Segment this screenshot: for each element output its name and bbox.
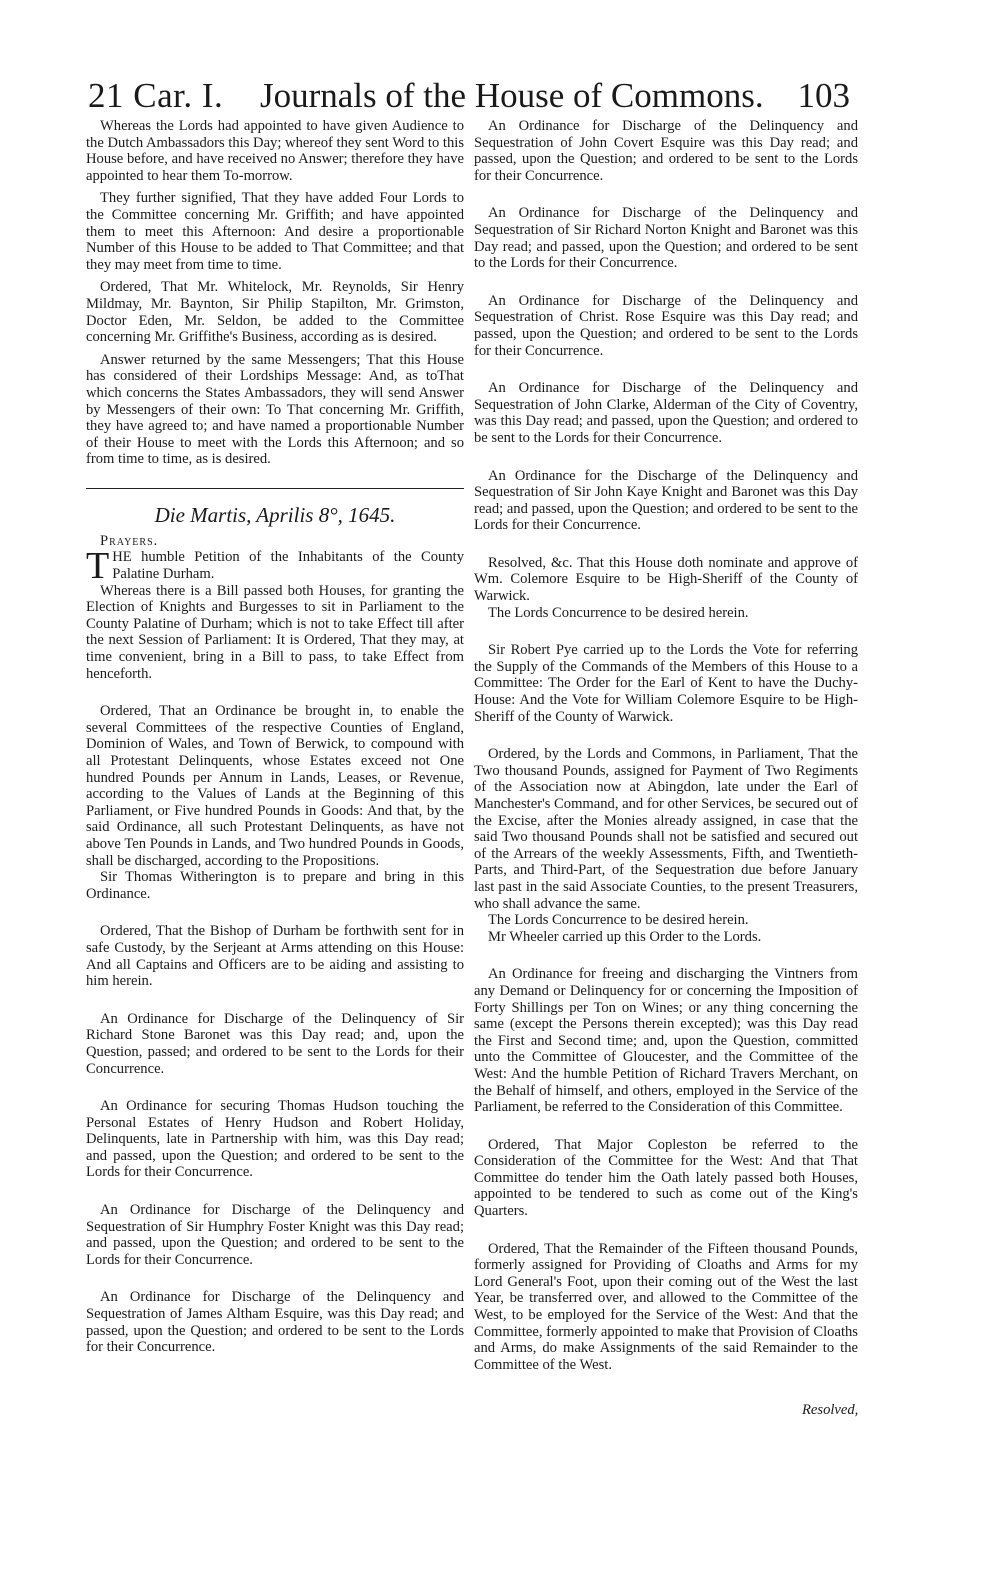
paragraph: Ordered, That Major Copleston be referred to the Consideration of the Committee for the West: And that That Committee do tender him the Oath lately passed both Houses, appointed to be tendered to such as come out of the King's Quarters.	[474, 1136, 858, 1220]
date-heading: Die Martis, Aprilis 8°, 1645.	[154, 502, 396, 527]
paragraph: An Ordinance for Discharge of the Delinquency and Sequestration of James Altham Esquire, was this Day read; and passed, upon the Question; and ordered to be sent to the Lords for their Concurrence.	[86, 1289, 464, 1356]
section-divider	[86, 488, 464, 489]
left-column	[86, 118, 464, 1356]
paragraph: An Ordinance for Discharge of the Delinquency and Sequestration of Christ. Rose Esquire was this Day read; and passed, upon the Question; and ordered to be sent to the Lords for their Concurrence.	[474, 292, 858, 359]
petition-text: HE humble Petition of the Inhabitants of the County Palatine Durham.	[112, 549, 464, 583]
paragraph: An Ordinance for Discharge of the Delinquency and Sequestration of Sir Humphry Foster Knight was this Day read; and passed, upon the Question; and ordered to be sent to the Lords for their Concurrence.	[86, 1202, 464, 1268]
page-number: 103	[797, 76, 850, 115]
paragraph: The Lords Concurrence to be desired herein.	[488, 604, 749, 621]
catchword: Resolved,	[802, 1402, 859, 1418]
paragraph: They further signified, That they have added Four Lords to the Committee concerning Mr. Griffith; and have appointed them to meet this Afternoon: And desire a proportionable Number of this House to be added to That Committee; and that they may meet from time to time.	[86, 190, 464, 273]
paragraph: Resolved, &c. That this House doth nominate and approve of Wm. Colemore Esquire to be High-Sheriff of the County of Warwick.	[474, 554, 858, 605]
paragraph: Ordered, That an Ordinance be brought in, to enable the several Committees of the respective Counties of England, Dominion of Wales, and Town of Berwick, to compound with all Protestant Delinquents, whose Estates exceed not One hundred Pounds per Annum in Lands, Leases, or Revenue, according to the Values of Lands at the Beginning of this Parliament, or Five hundred Pounds in Goods: And that, by the said Ordinance, all such Protestant Delinquents, as have not above Ten Pounds in Lands, and Two hundred Pounds in Goods, shall be discharged, according to the Propositions.	[86, 703, 464, 869]
paragraph: An Ordinance for freeing and discharging the Vintners from any Demand or Delinquency for or concerning the Imposition of Forty Shillings per Ton on Wines; or any thing concerning the same (except the Persons therein excepted); was this Day read the First and Second time; and, upon the Question, committed unto the Committee of Gloucester, and the Committee of the West: And the humble Petition of Richard Travers Merchant, on the Behalf of himself, and others, employed in the Service of the Parliament, be referred to the Consideration of this Committee.	[474, 966, 858, 1116]
paragraph: Ordered, That Mr. Whitelock, Mr. Reynolds, Sir Henry Mildmay, Mr. Baynton, Sir Philip Stapilton, Mr. Grimston, Doctor Eden, Mr. Seldon, be added to the Committee concerning Mr. Griffithe's Business, according as is desired.	[86, 279, 464, 346]
paragraph: Sir Robert Pye carried up to the Lords the Vote for referring the Supply of the Commands of the Members of this House to a Committee: The Order for the Earl of Kent to have the Duchy-House: And the Vote for William Colemore Esquire to be High-Sheriff of the County of Warwick.	[474, 642, 858, 725]
paragraph: Mr Wheeler carried up this Order to the Lords.	[488, 928, 762, 945]
paragraph: Ordered, by the Lords and Commons, in Parliament, That the Two thousand Pounds, assigned for Payment of Two Regiments of the Association now at Abingdon, late under the Earl of Manchester's Command, and for other Services, be secured out of the Excise, after the Monies already assigned, in case that the said Two thousand Pounds shall not be satisfied and secured out of the Arrears of the weekly Assessments, Fifth, and Twentieth-Parts, and Third-Part, of the Sequestration due before January last past in the said Associate Counties, to the present Treasurers, who shall advance the same.	[474, 746, 858, 912]
regnal-year: 21 Car. I.	[88, 76, 224, 115]
right-column	[474, 118, 858, 1373]
paragraph: Answer returned by the same Messengers; That this House has considered of their Lordships Message: And, as toThat which concerns the States Ambassadors, they will send Answer by Messengers of their own: To That concerning Mr. Griffith, they have agreed to; and have named a proportionable Number of their House to meet with the Lords this Afternoon; and so from time to time, as is desired.	[86, 351, 464, 468]
paragraph: An Ordinance for Discharge of the Delinquency and Sequestration of John Clarke, Alderman of the City of Coventry, was this Day read; and passed, upon the Question; and ordered to be sent to the Lords for their Concurrence.	[474, 380, 858, 446]
prayers-heading: Prayers.	[100, 532, 159, 549]
paragraph: An Ordinance for Discharge of the Delinquency and Sequestration of John Covert Esquire was this Day read; and passed, upon the Question; and ordered to be sent to the Lords for their Concurrence.	[474, 118, 858, 184]
paragraph: Whereas the Lords had appointed to have given Audience to the Dutch Ambassadors this Day; whereof they sent Word to this House before, and have received no Answer; therefore they have appointed to hear them To-morrow.	[86, 118, 464, 184]
paragraph: The Lords Concurrence to be desired herein.	[488, 912, 749, 929]
paragraph: An Ordinance for Discharge of the Delinquency of Sir Richard Stone Baronet was this Day read; and, upon the Question, passed; and ordered to be sent to the Lords for their Concurrence.	[86, 1010, 464, 1077]
paragraph: Whereas there is a Bill passed both Houses, for granting the Election of Knights and Burgesses to sit in Parliament to the County Palatine of Durham; which is not to take Effect till after the next Session of Parliament: It is Ordered, That they may, at time convenient, bring in a Bill to pass, to take Effect from henceforth.	[86, 582, 464, 682]
drop-cap: T	[86, 545, 110, 588]
journal-title: Journals of the House of Commons.	[260, 76, 764, 115]
paragraph: Sir Thomas Witherington is to prepare and bring in this Ordinance.	[86, 869, 464, 902]
paragraph: An Ordinance for securing Thomas Hudson touching the Personal Estates of Henry Hudson and Robert Holiday, Delinquents, late in Partnership with him, was this Day read; and passed, upon the Question; and ordered to be sent to the Lords for their Concurrence.	[86, 1098, 464, 1181]
paragraph: An Ordinance for Discharge of the Delinquency and Sequestration of Sir Richard Norton Knight and Baronet was this Day read; and passed, upon the Question; and ordered to be sent to the Lords for their Concurrence.	[474, 205, 858, 272]
paragraph: An Ordinance for the Discharge of the Delinquency and Sequestration of Sir John Kaye Knight and Baronet was this Day read; and passed, upon the Question; and ordered to be sent to the Lords for their Concurrence.	[474, 467, 858, 534]
petition-heading	[86, 545, 464, 588]
paragraph: Ordered, That the Bishop of Durham be forthwith sent for in safe Custody, by the Serjeant at Arms attending on this House: And all Captains and Officers are to be aiding and assisting to him herein.	[86, 923, 464, 990]
paragraph: Ordered, That the Remainder of the Fifteen thousand Pounds, formerly assigned for Providing of Cloaths and Arms for my Lord General's Foot, upon their coming out of the West the last Year, be transferred over, and allowed to the Committee of the West, to be employed for the Service of the West: And that the Committee, formerly appointed to make that Provision of Cloaths and Arms, do make Assignments of the said Remainder to the Committee of the West.	[474, 1240, 858, 1373]
page-header	[88, 76, 850, 124]
